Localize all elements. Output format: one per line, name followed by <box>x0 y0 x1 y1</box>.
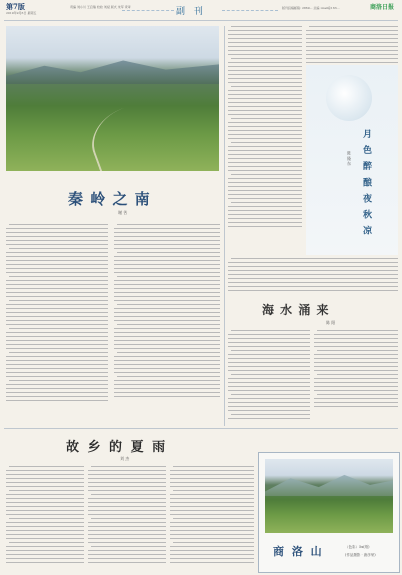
article3-title: 海 水 涌 来 <box>262 303 330 317</box>
moon-icon <box>326 75 372 121</box>
newspaper-logo: 商洛日报 <box>369 4 394 11</box>
section-title: 副 刊 <box>176 7 206 17</box>
issue-date: 2019年9月6日 星期五 <box>6 11 37 15</box>
article4-text-col3 <box>170 466 254 570</box>
article4-text-col1 <box>6 466 84 570</box>
header-dash-right <box>222 10 278 11</box>
article3-text-col1 <box>228 330 310 422</box>
photo-road <box>83 93 187 171</box>
header-dash-left <box>122 10 174 11</box>
featured-photo <box>265 459 393 533</box>
article4-author: 刘 杰 <box>120 456 130 461</box>
photo-ridge <box>6 58 219 84</box>
mountain-photo <box>6 26 219 171</box>
masthead <box>0 0 402 20</box>
article1-author: 谢 苦 <box>118 210 128 215</box>
featured-photo-ridge <box>265 474 393 496</box>
featured-photo-title: 商 洛 山 <box>273 545 324 558</box>
article2-author: 陈 隆 东 <box>347 151 352 166</box>
article3-author: 陈 阳 <box>326 320 336 325</box>
article2-text-col1 <box>228 26 302 256</box>
column-divider <box>224 26 225 426</box>
featured-photo-caption-1: （色彩）5x(纸) <box>345 545 370 549</box>
article4-text-col2 <box>88 466 166 570</box>
lower-section-rule <box>4 428 398 429</box>
featured-photo-box <box>258 452 400 573</box>
contact-info: 版刊投稿邮箱: 2869... 总编 :mail@163... <box>282 6 340 10</box>
header-rule <box>4 20 398 21</box>
article1-text-col1 <box>6 224 108 422</box>
article3-text-col2 <box>314 330 398 422</box>
article1-title: 秦 岭 之 南 <box>68 190 151 208</box>
article4-title: 故 乡 的 夏 雨 <box>66 440 168 455</box>
article1-text-col2 <box>114 224 220 422</box>
page-number: 第7版 <box>6 2 25 11</box>
moon-illustration <box>306 65 398 255</box>
featured-photo-caption-2: (作品摄影 · 唐彦荣) <box>345 553 376 557</box>
article2-text-bottom <box>228 258 398 296</box>
editor-credits: 责编 刘小川 王启瑞 校检 刘斌 版式 朱军 责审 <box>70 5 131 9</box>
article2-text-top <box>306 26 398 64</box>
article2-title: 月 色 醉 酿 夜 秋 凉 <box>361 129 371 237</box>
